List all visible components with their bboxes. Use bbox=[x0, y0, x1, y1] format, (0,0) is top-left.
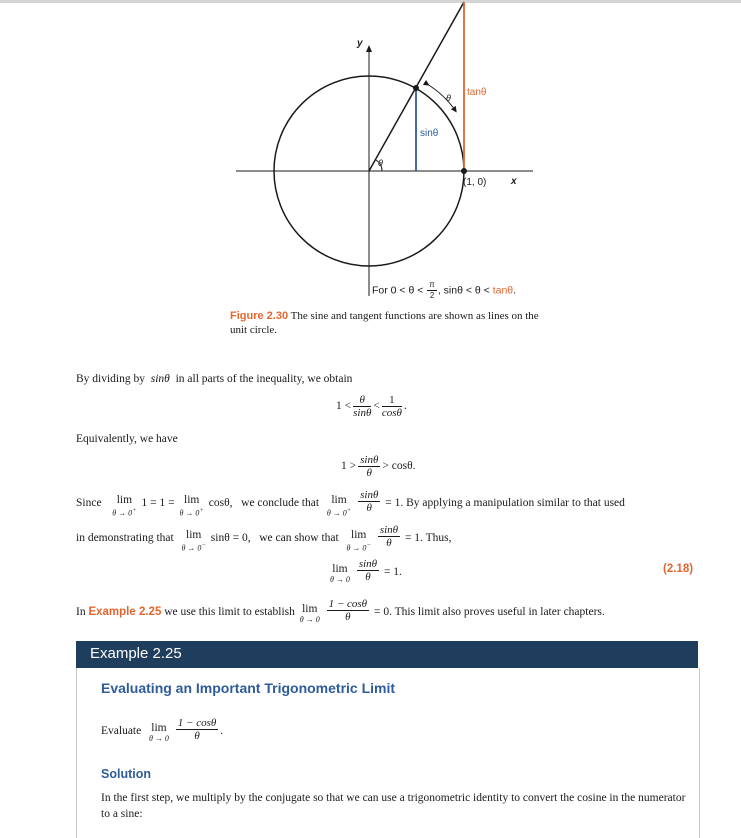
figure-caption-text: The sine and tangent functions are shown as lines on the unit circle. bbox=[230, 310, 539, 336]
solution-heading: Solution bbox=[101, 767, 151, 781]
paragraph-demonstrating: in demonstrating that lim θ → 0− sinθ = 0, we can show that lim θ → 0− $\frac{\sin\theta}{\theta}$ = 1. Thus, bbox=[76, 524, 452, 553]
paragraph-in-example: In Example 2.25 we use this limit to establish lim θ → 0 $\frac{1 - \cos\theta}{\theta}$ = 0. This limit also proves useful in later chapters. bbox=[76, 598, 605, 624]
example-evaluate: Evaluate lim θ → 0 $\frac{1 - \cos\theta}{\theta}$ . bbox=[101, 717, 224, 743]
paragraph-since: Since lim θ → 0+ 1 = 1 = lim θ → 0+ cosθ, we conclude that lim θ → 0+ $\frac{\sin\theta}{\theta}$ = 1. By applying a manipulation similar to that used bbox=[76, 489, 625, 518]
x-axis-label: x bbox=[511, 176, 517, 187]
point-on-circle bbox=[413, 85, 419, 91]
paragraph-dividing: By dividing by sinθ in all parts of the inequality, we obtain bbox=[76, 373, 353, 385]
example-header-bar bbox=[76, 641, 698, 668]
solution-text: In the first step, we multiply by the conjugate so that we can use a trigonometric identity to convert the cosine in the numerator to a sine: bbox=[101, 792, 686, 820]
sin-label: sinθ bbox=[420, 128, 439, 139]
y-axis-label: y bbox=[357, 38, 363, 49]
arc-theta-label: θ bbox=[446, 93, 451, 103]
tan-label: tanθ bbox=[467, 87, 487, 98]
example-title: Evaluating an Important Trigonometric Limit bbox=[101, 680, 396, 696]
paragraph-equivalently: Equivalently, we have bbox=[76, 433, 178, 445]
example-header: Example 2.25 bbox=[90, 645, 182, 662]
point-one-zero bbox=[461, 168, 467, 174]
equation-number: (2.18) bbox=[663, 563, 694, 575]
y-axis-arrow bbox=[366, 45, 372, 52]
equation-inequality-2: 1 > $\frac{\sin\theta}{\theta}$ > cosθ. bbox=[341, 454, 416, 479]
unit-circle-figure bbox=[0, 0, 741, 300]
equation-inequality-1: 1 < $\frac{\theta}{\sin\theta}$ < $\frac{1}{\cos\theta}$ . bbox=[336, 394, 407, 419]
angle-theta-label: θ bbox=[378, 158, 383, 168]
figure-caption bbox=[230, 309, 550, 337]
point-label: (1, 0) bbox=[463, 177, 487, 188]
equation-2-18: lim θ → 0 $\frac{\sin\theta}{\theta}$ = 1. bbox=[330, 558, 402, 584]
figure-inner-caption: For 0 < θ < $\frac{\pi}{2}$ , sinθ < θ < tanθ. bbox=[372, 280, 517, 300]
figure-caption-label: Figure 2.30 bbox=[230, 310, 289, 322]
example-link[interactable]: Example 2.25 bbox=[88, 606, 162, 619]
